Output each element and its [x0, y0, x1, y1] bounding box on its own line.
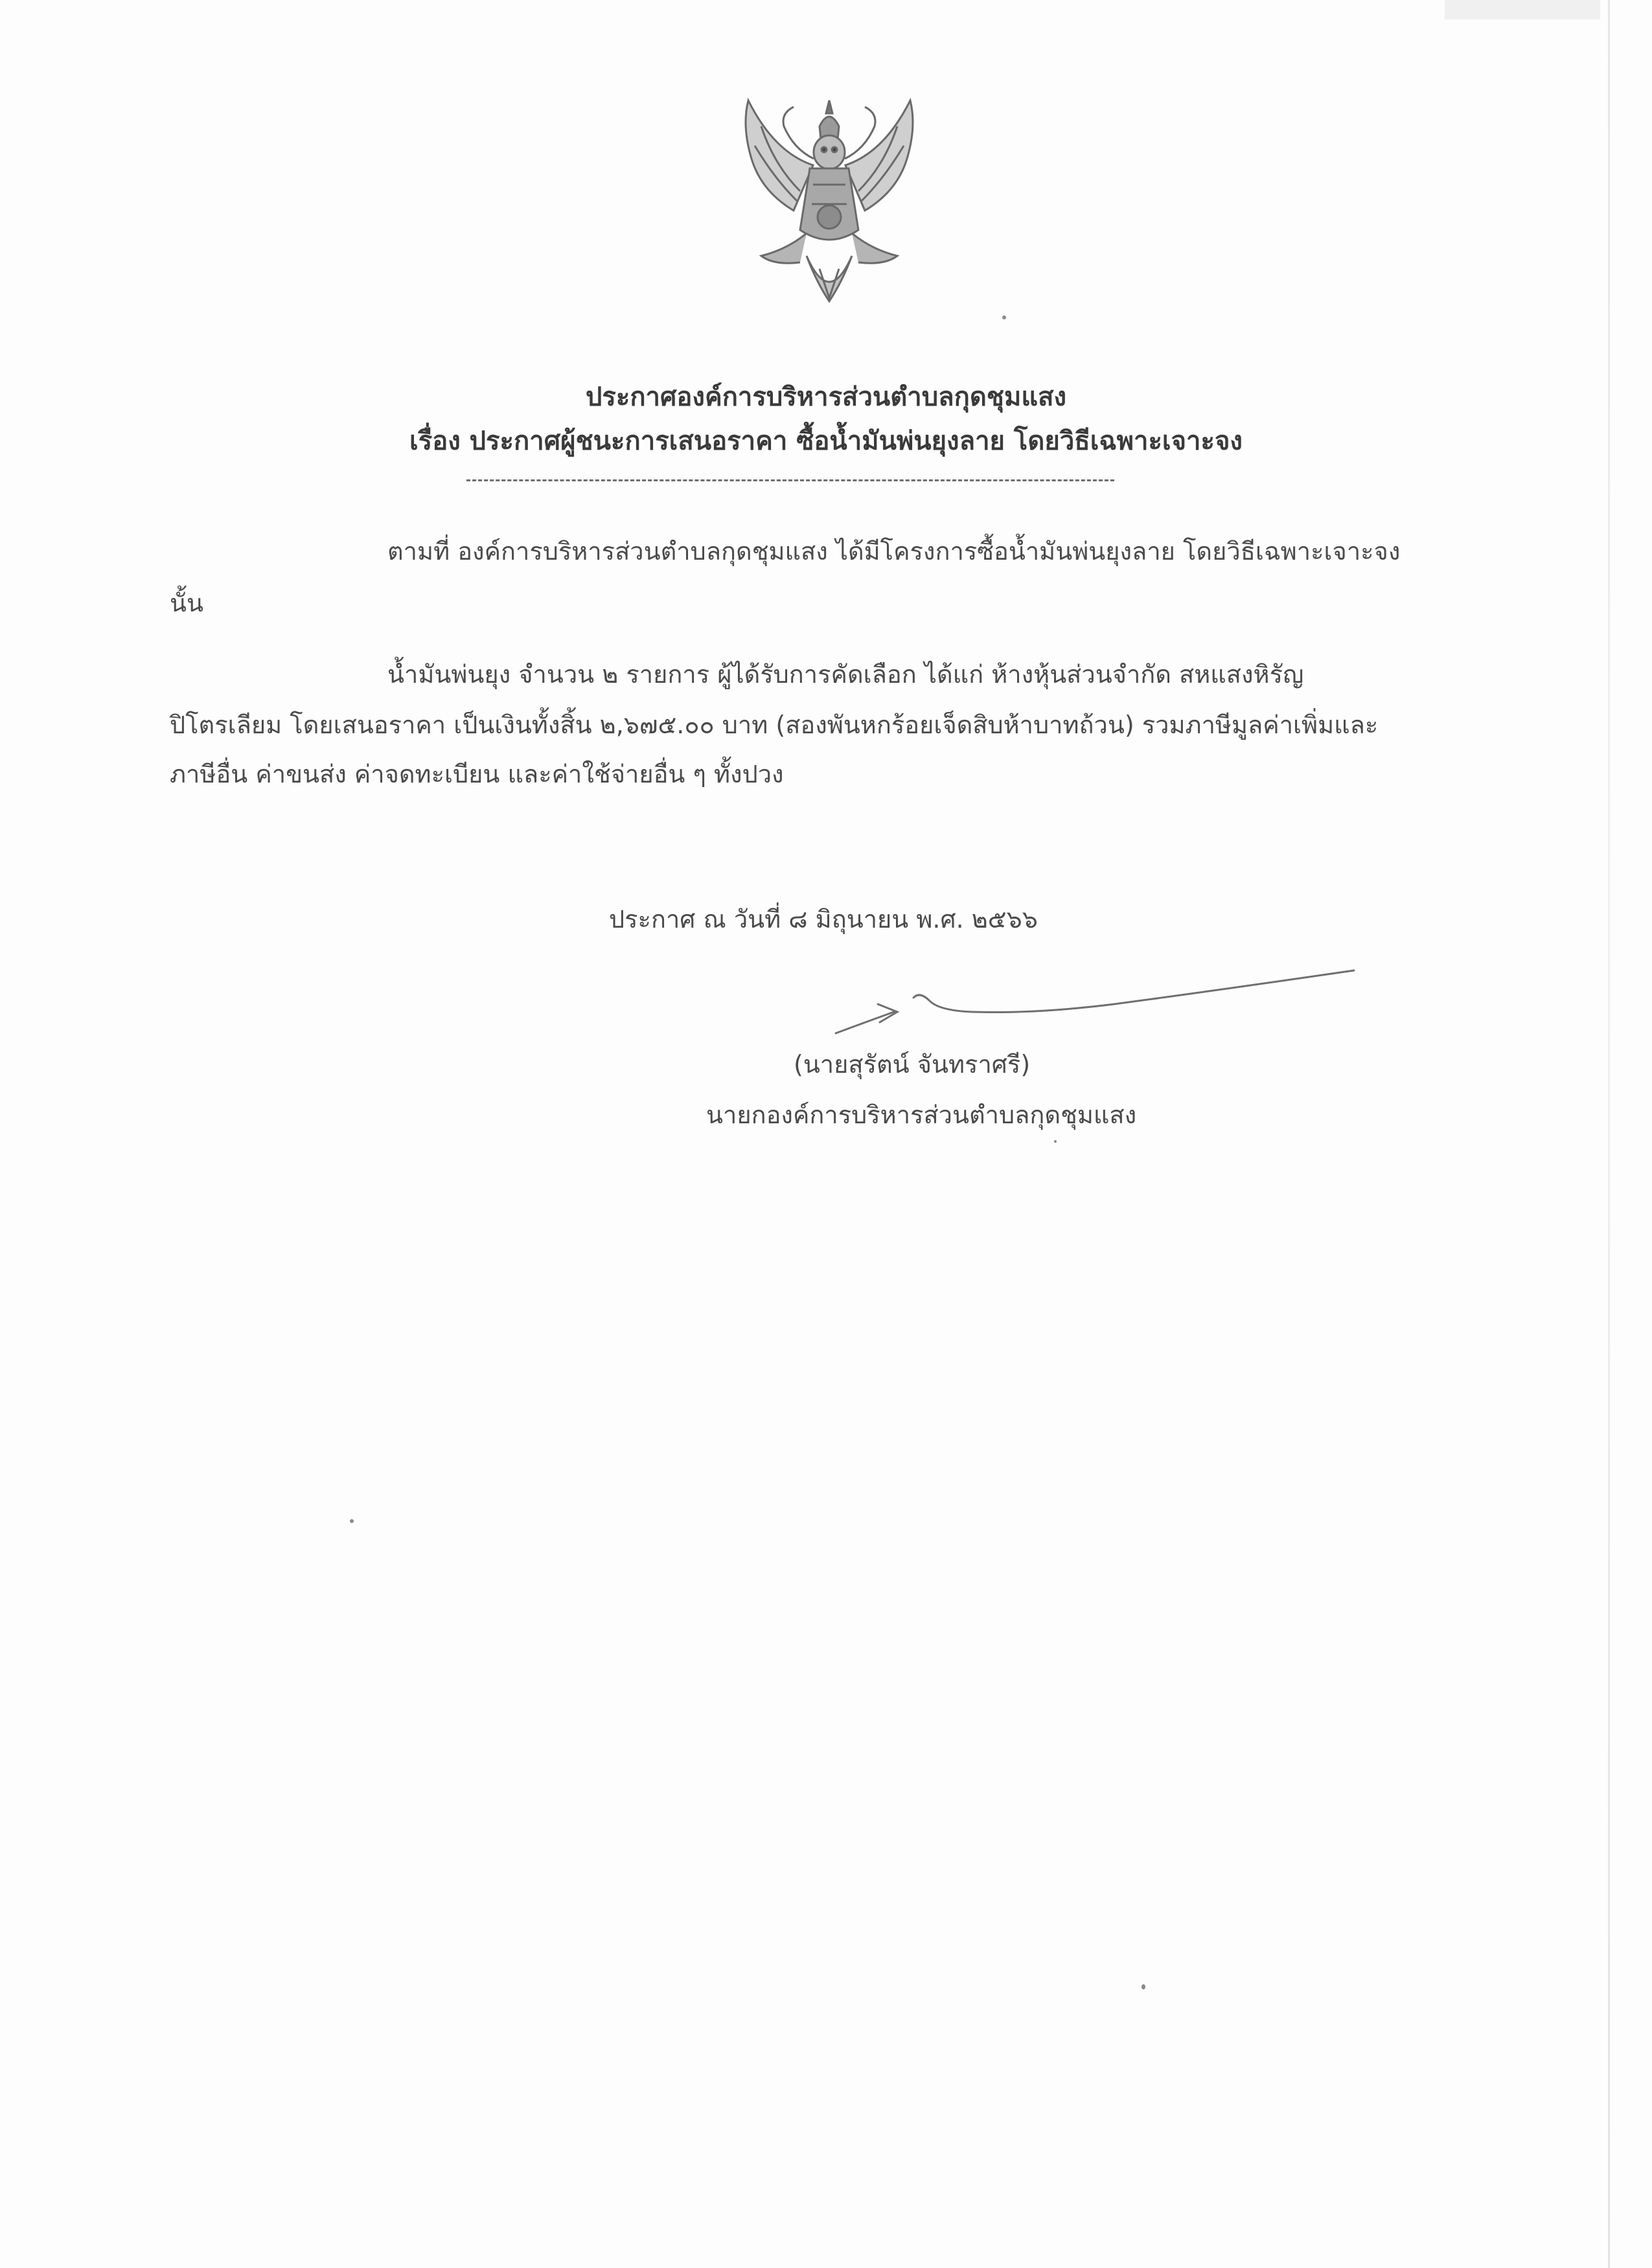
body-paragraph-1-line-1: ตามที่ องค์การบริหารส่วนตำบลกุดชุมแสง ได้มีโครงการซื้อน้ำมันพ่นยุงลาย โดยวิธีเฉพาะเจาะจง: [387, 537, 1401, 566]
body-paragraph-2-line-1: น้ำมันพ่นยุง จำนวน ๒ รายการ ผู้ได้รับการคัดเลือก ได้แก่ ห้างหุ้นส่วนจำกัด สหแสงหิรัญ: [387, 660, 1304, 689]
body-paragraph-1-line-2: นั้น: [170, 589, 203, 617]
scan-speck: [1054, 1140, 1057, 1143]
garuda-emblem-icon: [722, 87, 936, 314]
scan-speck: [1002, 315, 1006, 319]
scan-edge-line: [1608, 0, 1610, 2268]
signer-position: นายกองค์การบริหารส่วนตำบลกุดชุมแสง: [706, 1101, 1137, 1129]
handwritten-signature: [823, 952, 1373, 1049]
scan-speck: [350, 1519, 354, 1523]
scan-edge-shadow: [1445, 0, 1600, 19]
document-title: ประกาศองค์การบริหารส่วนตำบลกุดชุมแสง: [585, 382, 1067, 412]
document-subject: เรื่อง ประกาศผู้ชนะการเสนอราคา ซื้อน้ำมันพ่นยุงลาย โดยวิธีเฉพาะเจาะจง: [409, 426, 1243, 456]
announcement-date: ประกาศ ณ วันที่ ๘ มิถุนายน พ.ศ. ๒๕๖๖: [609, 905, 1038, 934]
body-paragraph-2-line-3: ภาษีอื่น ค่าขนส่ง ค่าจดทะเบียน และค่าใช้จ่ายอื่น ๆ ทั้งปวง: [170, 760, 784, 788]
scan-speck: [1141, 1984, 1145, 1989]
signer-name: (นายสุรัตน์ จันทราศรี): [794, 1050, 1031, 1079]
body-paragraph-2-line-2: ปิโตรเลียม โดยเสนอราคา เป็นเงินทั้งสิ้น ๒,๖๗๕.๐๐ บาท (สองพันหกร้อยเจ็ดสิบห้าบาทถ้วน) รวมภาษีมูลค่าเพิ่มและ: [170, 711, 1379, 739]
dashed-divider: [466, 479, 1114, 481]
